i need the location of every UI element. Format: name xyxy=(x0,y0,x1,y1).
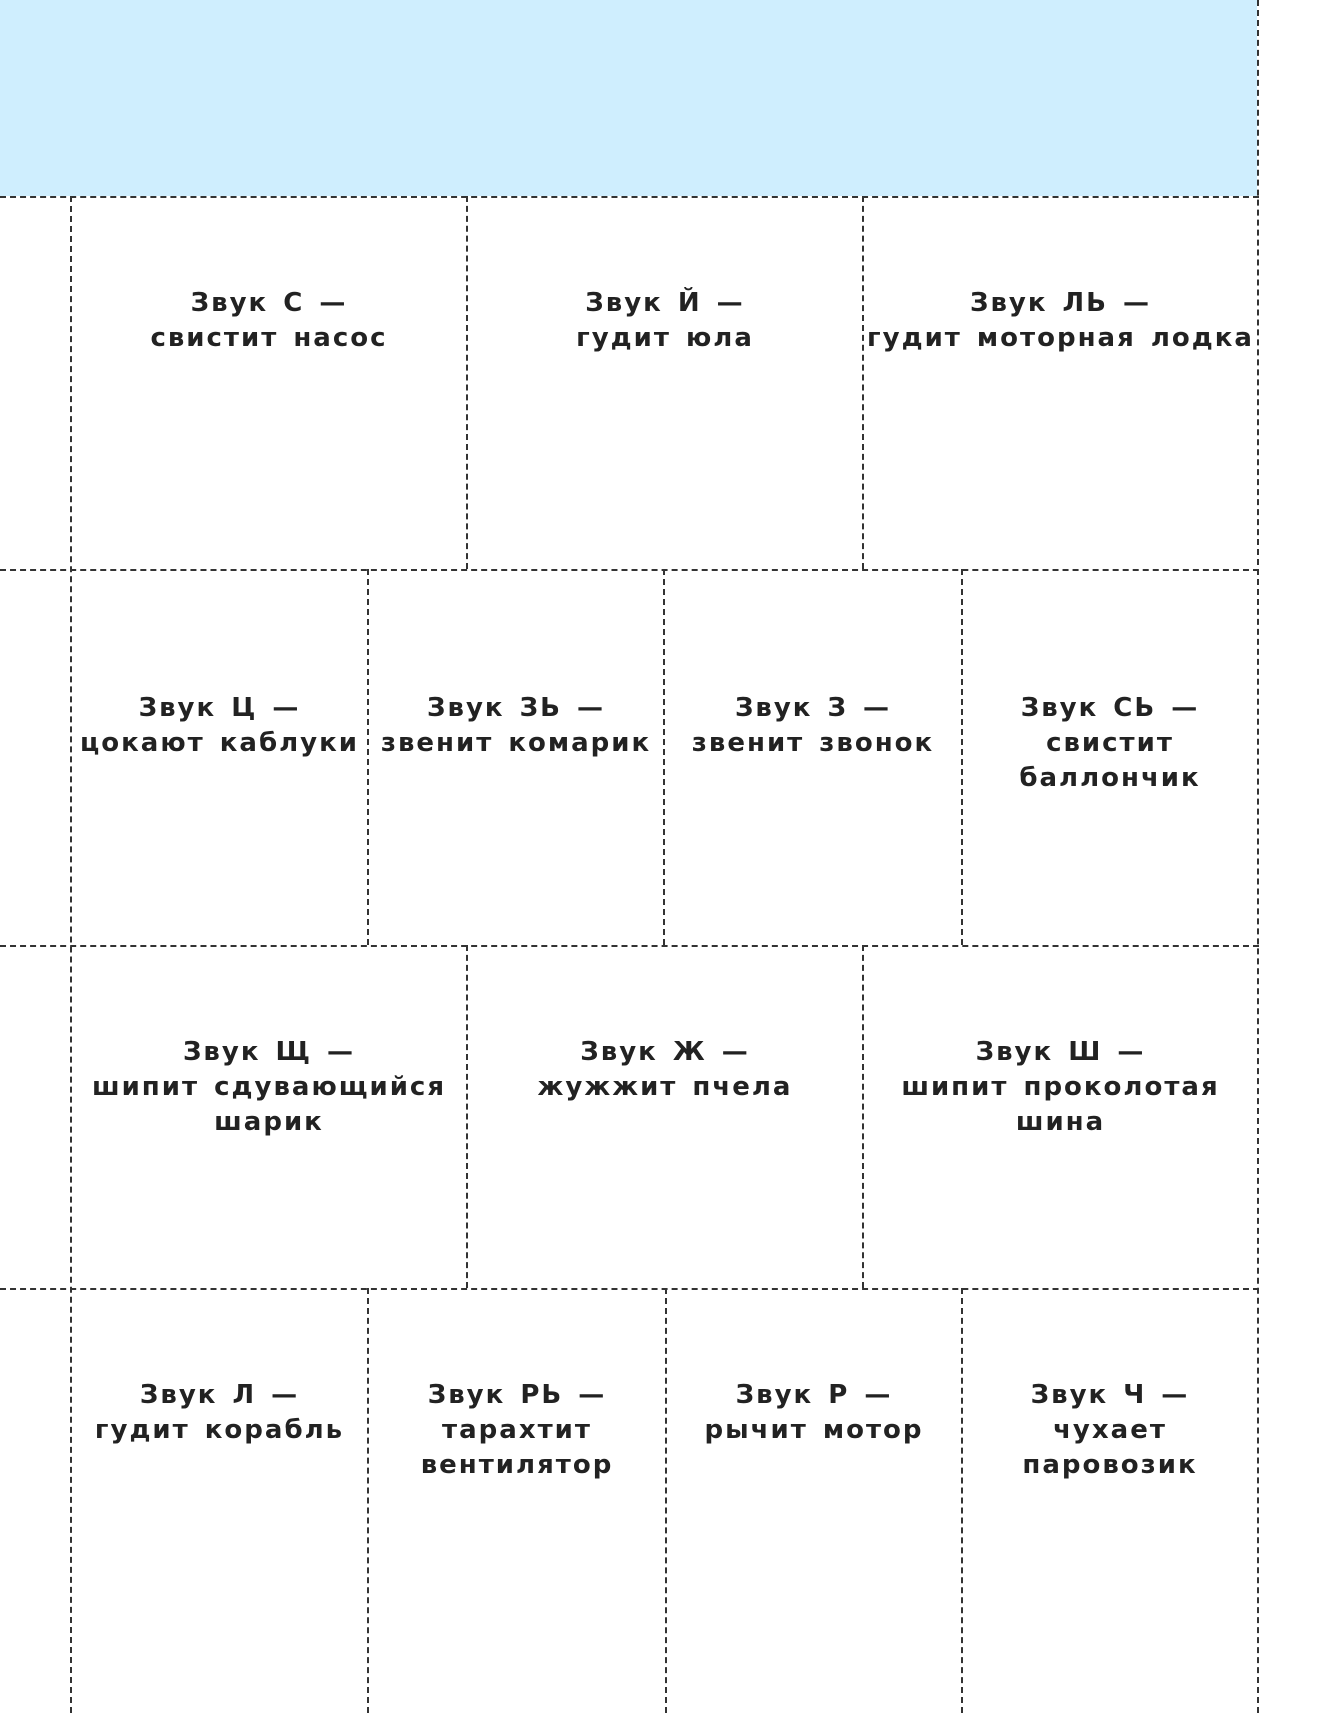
card-sound: Звук СЬ — xyxy=(1020,693,1200,723)
card-sound: Звук Ч — xyxy=(1030,1380,1190,1410)
sound-card-zh xyxy=(468,947,862,1288)
sound-card-y xyxy=(468,198,862,569)
card-description: звенит звонок xyxy=(691,728,935,758)
sound-card-r xyxy=(667,1290,961,1713)
card-description: звенит комарик xyxy=(380,728,652,758)
card-description: цокают каблуки xyxy=(80,728,359,758)
card-sound: Звук Ш — xyxy=(975,1037,1146,1067)
sound-card-s xyxy=(72,198,466,569)
sound-card-z-soft xyxy=(369,571,663,945)
top-color-band xyxy=(0,0,1257,196)
card-sound: Звук Й — xyxy=(585,288,745,318)
sound-card-ts xyxy=(72,571,367,945)
card-description: свистит насос xyxy=(150,323,388,353)
card-sound: Звук З — xyxy=(734,693,892,723)
card-sound: Звук ЛЬ — xyxy=(969,288,1152,318)
card-description: свистит баллончик xyxy=(1019,728,1201,793)
card-sound: Звук Ж — xyxy=(580,1037,750,1067)
card-description: жужжит пчела xyxy=(537,1072,793,1102)
card-description: шипит проколотая шина xyxy=(901,1072,1220,1137)
sound-card-ch xyxy=(963,1290,1257,1713)
card-sound: Звук РЬ — xyxy=(427,1380,607,1410)
card-description: рычит мотор xyxy=(704,1415,924,1445)
sound-card-s-soft xyxy=(963,571,1257,945)
card-sound: Звук С — xyxy=(190,288,348,318)
sound-card-z xyxy=(665,571,961,945)
cut-line-right-edge xyxy=(1257,0,1259,1713)
sound-card-sh xyxy=(864,947,1257,1288)
card-sound: Звук Л — xyxy=(139,1380,300,1410)
sound-card-l xyxy=(72,1290,367,1713)
card-description: гудит корабль xyxy=(94,1415,345,1445)
card-description: чухает паровозик xyxy=(1022,1415,1198,1480)
sound-card-r-soft xyxy=(369,1290,665,1713)
card-description: гудит юла xyxy=(576,323,754,353)
card-description: гудит моторная лодка xyxy=(867,323,1254,353)
sound-card-shch xyxy=(72,947,466,1288)
card-description: тарахтит вентилятор xyxy=(420,1415,614,1480)
card-sound: Звук Р — xyxy=(735,1380,893,1410)
sound-card-l-soft xyxy=(864,198,1257,569)
card-sound: Звук Ц — xyxy=(138,693,301,723)
card-sound: Звук ЗЬ — xyxy=(427,693,605,723)
card-sound: Звук Щ — xyxy=(182,1037,356,1067)
card-description: шипит сдувающийся шарик xyxy=(91,1072,447,1137)
